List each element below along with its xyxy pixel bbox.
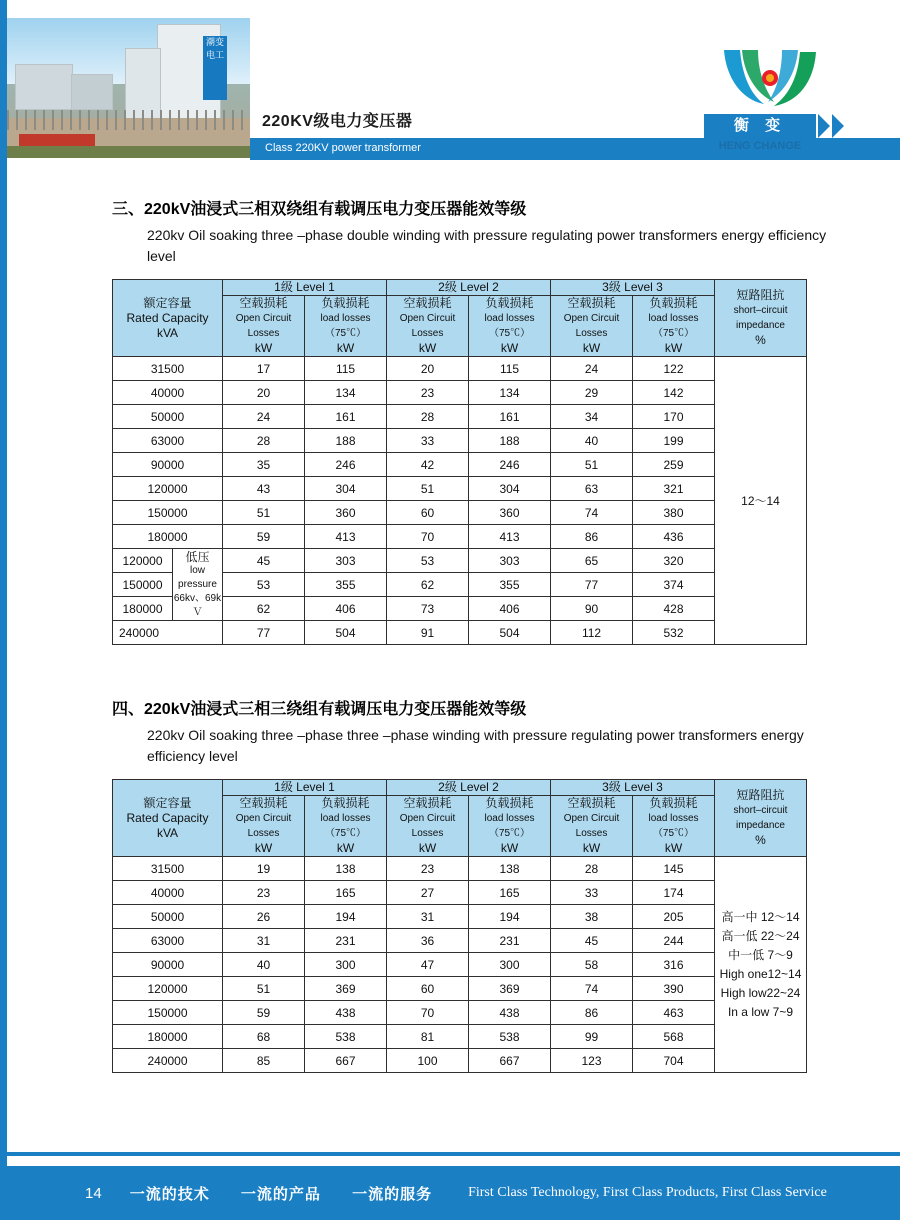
table-row: 120000 51 369 60 369 74 390 (113, 977, 807, 1001)
th-level-2: 2级 Level 2 (387, 280, 551, 296)
th-l2-load: 负载损耗 load losses （75℃） kW (469, 296, 551, 357)
th-l1-load: 负载损耗 load losses （75℃） kW (305, 296, 387, 357)
table-row: 120000 43 304 51 304 63 321 (113, 477, 807, 501)
table-row: 180000 68 538 81 538 99 568 (113, 1025, 807, 1049)
logo-chevron-icon-2 (832, 114, 844, 138)
page-title-cn: 220KV级电力变压器 (262, 113, 413, 130)
table-row: 90000 40 300 47 300 58 316 (113, 953, 807, 977)
th-l2-no-load: 空载损耗 Open Circuit Losses kW (387, 296, 469, 357)
table-row: 180000 59 413 70 413 86 436 (113, 525, 807, 549)
logo-swoosh-icon (720, 48, 820, 110)
footer-slogan-en: First Class Technology, First Class Products, First Class Service (468, 1185, 827, 1200)
table-row: 150000 53 355 62 355 77 374 (113, 573, 807, 597)
th-level-1: 1级 Level 1 (223, 280, 387, 296)
photo-hedge (7, 146, 250, 158)
section-three-subtitle: 220kv Oil soaking three –phase double winding with pressure regulating power transformers energy efficiency level (147, 227, 827, 264)
th-capacity: 额定容量 Rated Capacity kVA (113, 280, 223, 357)
table-row: 40000 23 165 27 165 33 174 (113, 881, 807, 905)
table-row: 180000 62 406 73 406 90 428 (113, 597, 807, 621)
page-title (262, 108, 412, 131)
logo-name-en: HENG CHANGE (718, 140, 802, 152)
factory-photo (7, 18, 250, 158)
photo-building-left (15, 64, 73, 110)
cell-impedance-notes: 高一中 12～14 高一低 22～24 中一低 7～9 High one12~14 High low22~24 In a low 7~9 (715, 857, 807, 1073)
th-l2-load: 负载损耗 load losses （75℃） kW (469, 796, 551, 857)
section-four-heading: 四、220kV油浸式三相三绕组有载调压电力变压器能效等级 (112, 701, 527, 718)
table-row: 50000 26 194 31 194 38 205 (113, 905, 807, 929)
th-capacity: 额定容量 Rated Capacity kVA (113, 780, 223, 857)
logo-chevron-icon-1 (818, 114, 830, 138)
th-level-3: 3级 Level 3 (551, 280, 715, 296)
table-row: 31500 19 138 23 138 28 145 高一中 12～14 高一低 22～24 中一低 7～9 High one12~14 High low22~24 In a low 7~9 (113, 857, 807, 881)
table-row: 40000 20 134 23 134 29 142 (113, 381, 807, 405)
th-l3-no-load: 空载损耗 Open Circuit Losses kW (551, 296, 633, 357)
footer-divider (7, 1152, 900, 1156)
footer-slogan-cn-2: 一流的产品 (240, 1185, 321, 1203)
table-row: 63000 31 231 36 231 45 244 (113, 929, 807, 953)
footer-slogan-cn-1: 一流的技术 (129, 1185, 210, 1203)
table-row: 150000 59 438 70 438 86 463 (113, 1001, 807, 1025)
th-l3-load: 负载损耗 load losses （75℃） kW (633, 796, 715, 857)
table-row: 31500 17 115 20 115 24 122 12～14 (113, 357, 807, 381)
section-four (7, 696, 900, 1073)
table-row: 150000 51 360 60 360 74 380 (113, 501, 807, 525)
company-logo (692, 48, 852, 158)
section-three-heading: 三、220kV油浸式三相双绕组有载调压电力变压器能效等级 (112, 201, 527, 218)
th-level-2: 2级 Level 2 (387, 780, 551, 796)
th-l3-load: 负载损耗 load losses （75℃） kW (633, 296, 715, 357)
table-row: 120000 低压 low pressure 66kv、69kＶ 45 303 53 303 65 320 (113, 549, 807, 573)
th-l1-load: 负载损耗 load losses （75℃） kW (305, 796, 387, 857)
th-l2-no-load: 空载损耗 Open Circuit Losses kW (387, 796, 469, 857)
section-three (7, 196, 900, 645)
table-row: 90000 35 246 42 246 51 259 (113, 453, 807, 477)
cell-impedance-value: 12～14 (715, 357, 807, 645)
page-number: 14 (85, 1184, 102, 1202)
table-row: 240000 85 667 100 667 123 704 (113, 1049, 807, 1073)
th-l3-no-load: 空载损耗 Open Circuit Losses kW (551, 796, 633, 857)
th-impedance: 短路阻抗 short–circuit impedance % (715, 280, 807, 357)
page-footer (7, 1144, 900, 1220)
table-row: 240000 77 504 91 504 112 532 (113, 621, 807, 645)
page-header (7, 0, 900, 168)
table-double-winding (112, 279, 807, 645)
table-row: 63000 28 188 33 188 40 199 (113, 429, 807, 453)
th-l1-no-load: 空载损耗 Open Circuit Losses kW (223, 296, 305, 357)
th-impedance: 短路阻抗 short–circuit impedance % (715, 780, 807, 857)
table-triple-winding (112, 779, 807, 1073)
section-four-subtitle: 220kv Oil soaking three –phase three –phase winding with pressure regulating power transformers energy efficiency level (147, 727, 804, 764)
th-level-3: 3级 Level 3 (551, 780, 715, 796)
page-title-en: Class 220KV power transformer (265, 142, 421, 154)
photo-vertical-sign: 潮变电工 (203, 36, 227, 100)
footer-slogan-cn (130, 1183, 458, 1204)
photo-building-mid (71, 74, 113, 110)
logo-name-cn: 衡 变 (704, 114, 816, 138)
table-row: 50000 24 161 28 161 34 170 (113, 405, 807, 429)
th-l1-no-load: 空载损耗 Open Circuit Losses kW (223, 796, 305, 857)
th-level-1: 1级 Level 1 (223, 780, 387, 796)
footer-slogan-cn-3: 一流的服务 (352, 1185, 433, 1203)
cell-low-pressure: 低压 low pressure 66kv、69kＶ (173, 549, 223, 621)
photo-fence (7, 110, 250, 130)
